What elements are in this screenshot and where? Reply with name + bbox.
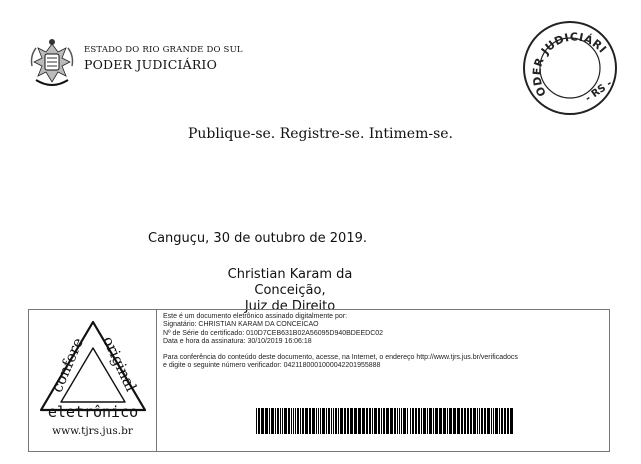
cert-line: Este é um documento eletrônico assinado digitalmente por: xyxy=(163,313,348,320)
verify-line: Para conferência do conteúdo deste documento, acesse, na Internet, o endereço http://www.tjrs.jus.br/verificadocs xyxy=(163,354,518,362)
city-date: Canguçu, 30 de outubro de 2019. xyxy=(148,231,368,246)
judge-name: Christian Karam da Conceição, xyxy=(227,267,353,298)
seal-site: www.tjrs.jus.br xyxy=(52,425,133,437)
court-name: PODER JUDICIÁRIO xyxy=(84,57,218,72)
certificate-text xyxy=(163,313,607,371)
verify-code-line: e digite o seguinte número verificador: 0421180001000042201955888 xyxy=(163,362,381,370)
certificate-box xyxy=(28,309,610,452)
barcode-icon xyxy=(256,408,514,434)
stamp-top-text: PODER JUDICIÁRIO xyxy=(530,30,610,99)
state-name: ESTADO DO RIO GRANDE DO SUL xyxy=(84,45,243,55)
signature-block xyxy=(190,267,390,315)
cert-line: Signatário: CHRISTIAN KARAM DA CONCEICAO xyxy=(163,321,319,329)
cert-line: Data e hora da assinatura: 30/10/2019 16:06:18 xyxy=(163,337,312,345)
original-seal-icon xyxy=(35,314,151,424)
stamp-bottom-text: - RS - xyxy=(583,78,615,105)
judiciary-stamp xyxy=(520,18,620,118)
svg-text:confere xyxy=(48,335,87,395)
seal-word-original: original xyxy=(98,333,141,395)
seal-word-eletronico: eletrônico xyxy=(47,403,139,421)
coat-of-arms-icon xyxy=(28,36,76,92)
publish-statement: Publique-se. Registre-se. Intimem-se. xyxy=(187,126,453,142)
seal-panel xyxy=(29,310,157,451)
judge-title: Juiz de Direito xyxy=(244,299,336,314)
cert-line: Nº de Série do certificado: 010D7CEB631B02A56095D940BDEEDC02 xyxy=(163,329,384,337)
svg-text:original xyxy=(99,333,140,394)
letterhead xyxy=(84,45,243,72)
seal-word-confere: confere xyxy=(47,335,88,396)
